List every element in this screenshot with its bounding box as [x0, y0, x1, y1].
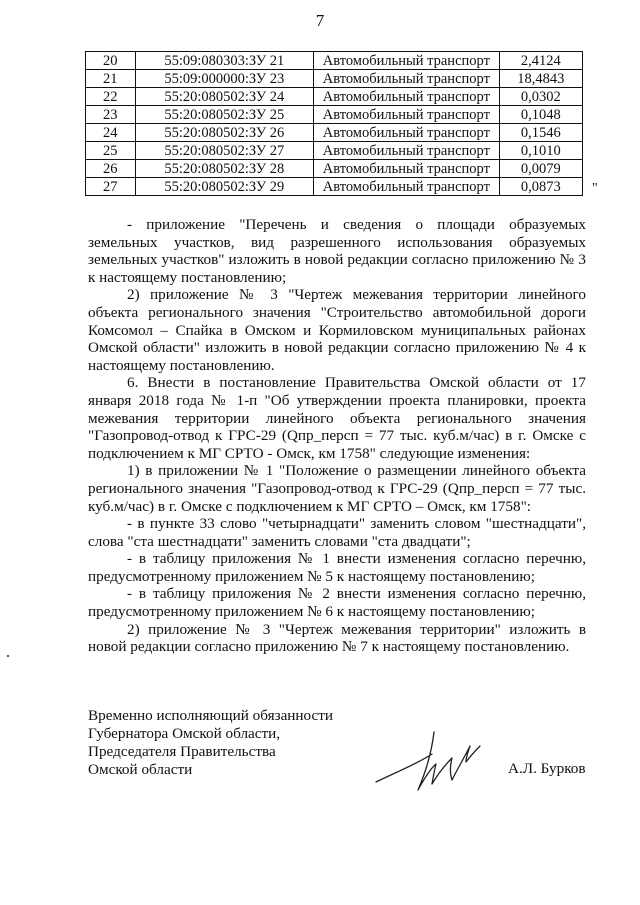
signatory-line: Губернатора Омской области, [88, 725, 281, 742]
cadastral-number: 55:20:080502:ЗУ 26 [135, 124, 314, 142]
paragraph-dash-2: - в таблицу приложения № 1 внести изменения согласно перечню, предусмотренному приложением № 5 к настоящему постановлению; [88, 550, 586, 585]
parcel-area: 0,1546 [499, 124, 582, 142]
paragraph-dash-3: - в таблицу приложения № 2 внести изменения согласно перечню, предусмотренному приложением № 6 к настоящему постановлению; [88, 585, 586, 621]
permitted-use: Автомобильный транспорт [314, 160, 500, 178]
row-number: 20 [86, 52, 136, 70]
parcel-area: 0,0079 [499, 160, 582, 178]
parcel-area: 18,4843 [499, 70, 582, 88]
table-row [86, 88, 583, 106]
signer-name: А.Л. Бурков [508, 760, 586, 777]
parcel-area: 0,0873 [499, 178, 582, 196]
paragraph-dash-1: - в пункте 33 слово "четырнадцати" заменить словом "шестнадцати", слова "ста шестнадцати" заменить словами "ста двадцати"; [88, 515, 586, 550]
permitted-use: Автомобильный транспорт [314, 52, 500, 70]
permitted-use: Автомобильный транспорт [314, 70, 500, 88]
parcel-area: 2,4124 [499, 52, 582, 70]
handwritten-signature [372, 724, 502, 794]
table-row [86, 160, 583, 178]
signatory-line: Омской области [88, 761, 193, 778]
page-number: 7 [315, 11, 325, 30]
permitted-use: Автомобильный транспорт [314, 178, 500, 196]
row-number: 22 [86, 88, 136, 106]
cadastral-number: 55:20:080502:ЗУ 25 [135, 106, 314, 124]
row-number: 26 [86, 160, 136, 178]
cadastral-number: 55:09:000000:ЗУ 23 [135, 70, 314, 88]
parcel-area: 0,0302 [499, 88, 582, 106]
parcel-area: 0,1048 [499, 106, 582, 124]
signatory-position [88, 707, 333, 779]
parcel-area: 0,1010 [499, 142, 582, 160]
permitted-use: Автомобильный транспорт [314, 142, 500, 160]
signatory-line: Временно исполняющий обязанности [88, 707, 334, 724]
table-row [86, 70, 583, 88]
paragraph-appendix-list: - приложение "Перечень и сведения о площади образуемых земельных участков, вид разрешенного использования образуемых земельных участков" изложить в новой редакции согласно приложению № 3 к настоящему постановлению; [88, 216, 586, 286]
table-row [86, 106, 583, 124]
row-number: 25 [86, 142, 136, 160]
cadastral-number: 55:20:080502:ЗУ 28 [135, 160, 314, 178]
paragraph-subitem-1: 1) в приложении № 1 "Положение о размещении линейного объекта регионального значения "Газопровод-отвод к ГРС-29 (Qпр_персп = 77 тыс. куб.м/час) в г. Омске с подключением к МГ СРТО – Омск, км 1758": [88, 462, 586, 515]
table-row [86, 124, 583, 142]
cadastral-number: 55:20:080502:ЗУ 27 [135, 142, 314, 160]
cadastral-number: 55:20:080502:ЗУ 29 [135, 178, 314, 196]
table-row [86, 52, 583, 70]
permitted-use: Автомобильный транспорт [314, 106, 500, 124]
permitted-use: Автомобильный транспорт [314, 88, 500, 106]
cadastral-number: 55:09:080303:ЗУ 21 [135, 52, 314, 70]
closing-quote: " [592, 181, 598, 196]
document-body [88, 216, 586, 656]
land-parcels-table [85, 51, 583, 196]
paragraph-subitem-2: 2) приложение № 3 "Чертеж межевания территории" изложить в новой редакции согласно приложению № 7 к настоящему постановлению. [88, 620, 586, 656]
signatory-line: Председателя Правительства [88, 743, 276, 760]
row-number: 24 [86, 124, 136, 142]
row-number: 27 [86, 178, 136, 196]
table-row [86, 178, 583, 196]
row-number: 23 [86, 106, 136, 124]
paragraph-item-6: 6. Внести в постановление Правительства Омской области от 17 января 2018 года № 1-п "Об утверждении проекта планировки, проекта межевания территории линейного объекта регионального значения "Газопровод-отвод к ГРС-29 (Qпр_персп = 77 тыс. куб.м/час) в г. Омске с подключением к МГ СРТО - Омск, км 1758" следующие изменения: [88, 374, 586, 462]
paragraph-item-2: 2) приложение № 3 "Чертеж межевания территории линейного объекта регионального значения "Строительство автомобильной дороги Комсомол – Спайка в Омском и Кормиловском муниципальных районах Омской области" изложить в новой редакции согласно приложению № 4 к настоящему постановлению. [88, 286, 586, 374]
table-row [86, 142, 583, 160]
margin-mark [7, 655, 9, 657]
permitted-use: Автомобильный транспорт [314, 124, 500, 142]
row-number: 21 [86, 70, 136, 88]
cadastral-number: 55:20:080502:ЗУ 24 [135, 88, 314, 106]
